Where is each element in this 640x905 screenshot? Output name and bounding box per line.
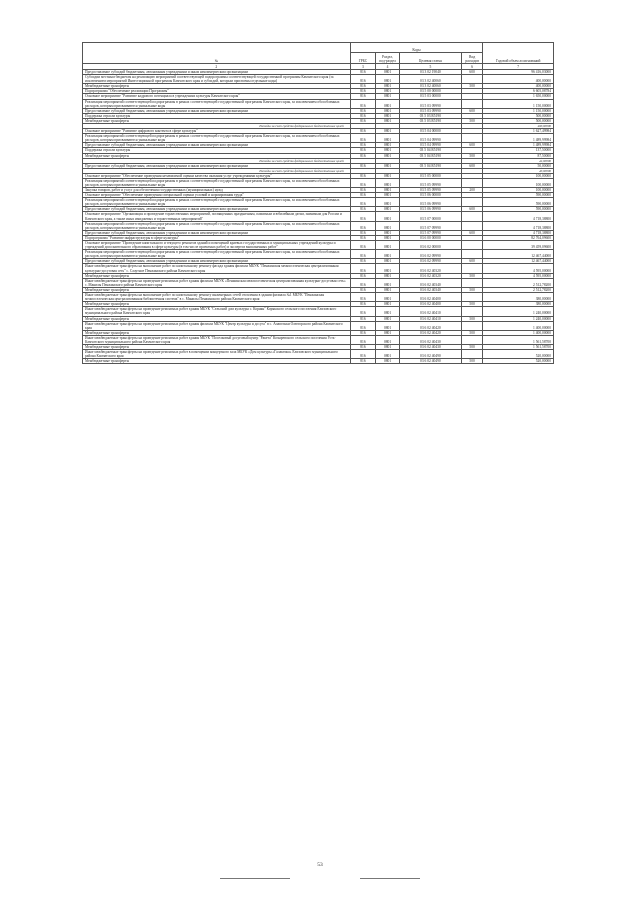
expense-type-code <box>461 198 482 207</box>
expense-type-code: 500 <box>461 84 482 89</box>
expense-type-code: 500 <box>461 359 482 364</box>
amount: 100,00000 <box>483 173 554 178</box>
section-code: 0801 <box>376 335 400 344</box>
header-annual-amount: Годовой объем ассигнований <box>483 43 554 64</box>
target-article-code: 03 5 06 09990 <box>399 198 461 207</box>
column-number: 2 <box>83 64 351 70</box>
grbs-code: 816 <box>350 173 376 178</box>
table-row <box>83 198 554 207</box>
target-article-code: 03 6 02 40340 <box>399 278 461 287</box>
grbs-code: 816 <box>350 212 376 221</box>
section-code: 0801 <box>376 212 400 221</box>
amount: 1 240,00000 <box>483 316 554 321</box>
grbs-code: 816 <box>350 143 376 148</box>
table-header <box>83 43 554 70</box>
amount: 39 459,09600 <box>483 241 554 250</box>
expense-type-code: 600 <box>461 108 482 113</box>
amount: 12 467,44000 <box>483 259 554 264</box>
header-expense-type: Вид расходов <box>461 53 482 64</box>
section-code: 0801 <box>376 148 400 153</box>
target-article-code: 03 6 02 40400 <box>399 302 461 307</box>
table-row <box>83 221 554 230</box>
table-row <box>83 134 554 143</box>
expense-type-code: 500 <box>461 302 482 307</box>
amount: 500,00000 <box>483 118 554 123</box>
expenditure-name: Иные межбюджетные трансферты на проведение ремонтных работ здания филиала МБУК «Пенжинская межпоселенческая централизованная культурно-досуговая сеть» с. Манилы Пенжинского района Камчатского края <box>83 278 351 287</box>
amount: 4 595,00000 <box>483 273 554 278</box>
section-code: 0801 <box>376 94 400 99</box>
amount: 4 718,38800 <box>483 221 554 230</box>
amount: 137,50000 <box>483 148 554 153</box>
section-code: 0801 <box>376 99 400 108</box>
expense-type-code: 500 <box>461 273 482 278</box>
section-code: 0801 <box>376 207 400 212</box>
expense-type-code <box>461 250 482 259</box>
amount: 1 400,00000 <box>483 321 554 330</box>
amount: 590,00000 <box>483 193 554 198</box>
grbs-code: 816 <box>350 241 376 250</box>
grbs-code: 816 <box>350 221 376 230</box>
section-code: 0801 <box>376 287 400 292</box>
amount: 87,50000 <box>483 153 554 158</box>
expense-type-code: 600 <box>461 230 482 235</box>
amount: 12 467,44000 <box>483 250 554 259</box>
expenditure-name: Межбюджетные трансферты <box>83 302 351 307</box>
expenditure-name: Реализация мероприятий соответствующей подпрограммы в рамках соответствующей государственной программы Камчатского края, за исключением обособленных расходов, которым присваиваются уникальные коды <box>83 134 351 143</box>
grbs-code: 816 <box>350 70 376 75</box>
section-code: 0801 <box>376 302 400 307</box>
expense-type-code: 500 <box>461 316 482 321</box>
expense-type-code <box>461 178 482 187</box>
amount: 1 240,00000 <box>483 307 554 316</box>
grbs-code: 816 <box>350 359 376 364</box>
table-row <box>83 335 554 344</box>
section-code: 0801 <box>376 350 400 359</box>
section-code: 0801 <box>376 118 400 123</box>
target-article-code: 03 6 02 40490 <box>399 359 461 364</box>
amount: 4 718,38800 <box>483 230 554 235</box>
grbs-code: 816 <box>350 264 376 273</box>
grbs-code: 816 <box>350 89 376 94</box>
table-row <box>83 75 554 84</box>
table-row <box>83 250 554 259</box>
table-row <box>83 307 554 316</box>
expenditure-name: Подпрограмма "Развитие инфраструктуры в сфере культуры" <box>83 235 351 240</box>
section-code: 0801 <box>376 113 400 118</box>
target-article-code: 03 6 02 40410 <box>399 316 461 321</box>
table-row <box>83 321 554 330</box>
expenditure-name: Предоставление субсидий бюджетным, автономным учреждениям и иным некоммерческим организациям <box>83 259 351 264</box>
column-number: 4 <box>376 64 400 70</box>
column-number: 5 <box>399 64 461 70</box>
amount: 500,00000 <box>483 113 554 118</box>
section-code: 0801 <box>376 278 400 287</box>
expense-type-code: 200 <box>461 187 482 192</box>
table-row <box>83 278 554 287</box>
grbs-code: 816 <box>350 287 376 292</box>
table-row <box>83 241 554 250</box>
expenditure-name: Реализация мероприятий соответствующей подпрограммы в рамках соответствующей государственной программы Камчатского края, за исключением обособленных расходов, которым присваиваются уникальные коды <box>83 250 351 259</box>
expense-type-code <box>461 321 482 330</box>
column-number: 7 <box>483 64 554 70</box>
section-code: 0801 <box>376 198 400 207</box>
expenditure-name: Межбюджетные трансферты <box>83 330 351 335</box>
expenditure-name: Предоставление субсидий бюджетным, автономным учреждениям и иным некоммерческим организациям <box>83 163 351 168</box>
grbs-code: 816 <box>350 302 376 307</box>
target-article-code: 03 5 04 00000 <box>399 129 461 134</box>
expenditure-name: Межбюджетные трансферты <box>83 273 351 278</box>
expense-type-code: 600 <box>461 207 482 212</box>
expenditure-name: Поддержка отрасли культуры <box>83 148 351 153</box>
amount: 82 764,09600 <box>483 235 554 240</box>
expenditure-name: Основное мероприятие "Развитие кадрового потенциала в учреждениях культуры Камчатского края" <box>83 94 351 99</box>
amount: 2 512,78200 <box>483 278 554 287</box>
expense-type-code: 500 <box>461 345 482 350</box>
target-article-code: 03 5 04 09990 <box>399 134 461 143</box>
expenditure-name: Субсидии местным бюджетам на реализацию мероприятий соответствующей подпрограммы соответствующей государственной программы Камчатского края (за исключением мероприятий Инвестиционной программы Камчатского края и субсидий, которым присвоены отдельные коды) <box>83 75 351 84</box>
amount: 1 150,00000 <box>483 99 554 108</box>
target-article-code: 03 5 03 00000 <box>399 94 461 99</box>
expense-type-code: 500 <box>461 153 482 158</box>
expenditure-name: Основное мероприятие "Обеспечение проведения специальной оценки условий и нормирования труда" <box>83 193 351 198</box>
target-article-code: 03 6 02 40320 <box>399 273 461 278</box>
expenditure-name: Предоставление субсидий бюджетным, автономным учреждениям и иным некоммерческим организациям <box>83 143 351 148</box>
target-article-code: 03 5 04 R5190 <box>399 153 461 158</box>
amount: 380,00000 <box>483 302 554 307</box>
expense-type-code <box>461 335 482 344</box>
amount: 590,00000 <box>483 198 554 207</box>
expenditure-name: Межбюджетные трансферты <box>83 118 351 123</box>
header-grbs: ГРБС <box>350 53 376 64</box>
amount: 520,00000 <box>483 350 554 359</box>
expenditure-name: Реализация мероприятий соответствующей подпрограммы в рамках соответствующей государственной программы Камчатского края, за исключением обособленных расходов, которым присваиваются уникальные коды <box>83 198 351 207</box>
target-article-code: 03 3 02 40060 <box>399 84 461 89</box>
section-code: 0801 <box>376 143 400 148</box>
grbs-code: 816 <box>350 235 376 240</box>
target-article-code: 03 6 02 40430 <box>399 345 461 350</box>
expense-type-code <box>461 221 482 230</box>
section-code: 0801 <box>376 153 400 158</box>
expenditure-name: Реализация мероприятий соответствующей подпрограммы в рамках соответствующей государственной программы Камчатского края, за исключением обособленных расходов, которым присваиваются уникальные коды <box>83 99 351 108</box>
grbs-code: 816 <box>350 293 376 302</box>
expense-type-code: 600 <box>461 70 482 75</box>
target-article-code: 03 5 04 09990 <box>399 143 461 148</box>
section-code: 0801 <box>376 264 400 273</box>
target-article-code: 03 5 06 00000 <box>399 193 461 198</box>
expense-type-code <box>461 212 482 221</box>
target-article-code: 03 6 00 00000 <box>399 235 461 240</box>
grbs-code: 816 <box>350 129 376 134</box>
target-article-code: 03 5 07 09990 <box>399 221 461 230</box>
target-article-code: 03 6 02 40420 <box>399 321 461 330</box>
grbs-code: 816 <box>350 350 376 359</box>
section-code: 0801 <box>376 230 400 235</box>
expenditure-name: Иные межбюджетные трансферты на проведение ремонтных работ в помещении концертного зала МБУК «Дом культуры «Галактика» Елизовского муниципального района Камчатского края <box>83 350 351 359</box>
table-body <box>83 70 554 364</box>
grbs-code: 816 <box>350 163 376 168</box>
expenditure-name: Межбюджетные трансферты <box>83 359 351 364</box>
expenditure-name: Иные межбюджетные трансферты на выполнение работ по капитальному ремонту инженерных сетей отопления в здании филиала №1 МБУК "Пенжинская межпоселенческая централизованная библиотечная система" в с. Манилы Пенжинского района Камчатского края <box>83 293 351 302</box>
target-article-code: 03 6 02 40430 <box>399 335 461 344</box>
expenditure-name: Межбюджетные трансферты <box>83 345 351 350</box>
amount: 100,00000 <box>483 178 554 187</box>
expenditure-name: Предоставление субсидий бюджетным, автономным учреждениям и иным некоммерческим организациям <box>83 70 351 75</box>
table-row <box>83 212 554 221</box>
expense-type-code <box>461 264 482 273</box>
table-row <box>83 264 554 273</box>
table-row <box>83 359 554 364</box>
section-code: 0801 <box>376 273 400 278</box>
expenditure-name: Подпрограмма "Обеспечение реализации Программы" <box>83 89 351 94</box>
target-article-code: 03 5 06 09990 <box>399 207 461 212</box>
section-code: 0801 <box>376 221 400 230</box>
grbs-code: 816 <box>350 345 376 350</box>
page-number: 53 <box>317 862 323 868</box>
expense-type-code <box>461 278 482 287</box>
section-code: 0801 <box>376 193 400 198</box>
column-number: 3 <box>350 64 376 70</box>
expense-type-code: 500 <box>461 330 482 335</box>
amount: 1 650,00000 <box>483 94 554 99</box>
amount: 400,00000 <box>483 75 554 84</box>
target-article-code: 03 5 07 00000 <box>399 212 461 221</box>
amount: 1 400,00000 <box>483 330 554 335</box>
grbs-code: 816 <box>350 75 376 84</box>
expenditure-name: Расходы за счет средств федерального бюджета/иных целей <box>83 124 351 129</box>
expenditure-name: Межбюджетные трансферты <box>83 287 351 292</box>
section-code: 0801 <box>376 75 400 84</box>
grbs-code: 816 <box>350 94 376 99</box>
column-number: 6 <box>461 64 482 70</box>
grbs-code: 816 <box>350 207 376 212</box>
section-code: 0801 <box>376 330 400 335</box>
amount: 1 150,00000 <box>483 108 554 113</box>
expense-type-code <box>461 99 482 108</box>
grbs-code: 816 <box>350 134 376 143</box>
grbs-code: 816 <box>350 178 376 187</box>
table-row <box>83 293 554 302</box>
expense-type-code <box>461 241 482 250</box>
section-code: 0801 <box>376 293 400 302</box>
amount: 4 595,00000 <box>483 264 554 273</box>
amount: 1 489,99984 <box>483 134 554 143</box>
amount: 100,00000 <box>483 187 554 192</box>
amount: 1 561,58700 <box>483 335 554 344</box>
expenditure-name: Расходы за счет средств федерального бюджета/иных целей <box>83 158 351 163</box>
section-code: 0801 <box>376 108 400 113</box>
expenditure-name: Основное мероприятие "Проведение капитального и текущего ремонтов зданий и помещений краевых государственных и муниципальных учреждений культуры и учреждений дополнительного образования в сфере культуры (в том числе проектных работ) и экспертиз выполненных работ" <box>83 241 351 250</box>
table-row <box>83 178 554 187</box>
target-article-code: 03 6 02 40490 <box>399 350 461 359</box>
section-code: 0801 <box>376 89 400 94</box>
expense-type-code: 600 <box>461 143 482 148</box>
target-article-code: 03 6 02 09990 <box>399 250 461 259</box>
header-target-article: Целевая статья <box>399 53 461 64</box>
expenditure-name: Иные межбюджетные трансферты на выполнение работ по капитальному ремонту фасада здания филиала МБУК "Пенжинская межпоселенческая централизованная культурно-досуговая сеть" с. Слаутное Пенжинского района Камчатского края <box>83 264 351 273</box>
amount: 96 416,03000 <box>483 70 554 75</box>
target-article-code: 03 5 05 00000 <box>399 173 461 178</box>
grbs-code: 816 <box>350 230 376 235</box>
footer-rule <box>360 878 420 879</box>
target-article-code: 03 5 03 09990 <box>399 99 461 108</box>
section-code: 0801 <box>376 84 400 89</box>
expenditure-name: Расходы за счет средств федерального бюджета/иных целей <box>83 168 351 173</box>
section-code: 0801 <box>376 316 400 321</box>
target-article-code: 03 5 04 R5190 <box>399 148 461 153</box>
target-article-code: 03 3 02 40060 <box>399 75 461 84</box>
grbs-code: 816 <box>350 259 376 264</box>
expense-type-code <box>461 75 482 84</box>
target-article-code: 03 5 07 09990 <box>399 230 461 235</box>
section-code: 0801 <box>376 241 400 250</box>
expenditure-name: Поддержка отрасли культуры <box>83 113 351 118</box>
target-article-code: 03 6 02 00000 <box>399 241 461 250</box>
section-code: 0801 <box>376 345 400 350</box>
expense-type-code <box>461 293 482 302</box>
grbs-code: 816 <box>350 99 376 108</box>
expenditure-name: Реализация мероприятий соответствующей подпрограммы в рамках соответствующей государственной программы Камчатского края, за исключением обособленных расходов, которым присваиваются уникальные коды <box>83 178 351 187</box>
target-article-code: 03 5 05 09990 <box>399 187 461 192</box>
target-article-code: 03 6 02 40410 <box>399 307 461 316</box>
target-article-code: 03 5 03 R5190 <box>399 113 461 118</box>
expense-type-code: 500 <box>461 287 482 292</box>
amount: 42,00000 <box>483 158 554 163</box>
header-section: Раздел, под-раздел <box>376 53 400 64</box>
grbs-code: 816 <box>350 198 376 207</box>
expenditure-name: Иные межбюджетные трансферты на проведение ремонтных работ здания МБУК "Поселковый досуговый центр "Ракета" Козыревского сельского поселения Усть-Камчатского муниципального района Камчатского края <box>83 335 351 344</box>
expense-type-code <box>461 350 482 359</box>
expenditure-name: Основное мероприятие "Развитие цифрового контента в сфере культуры" <box>83 129 351 134</box>
grbs-code: 816 <box>350 153 376 158</box>
expenditure-name: Иные межбюджетные трансферты на проведение ремонтных работ здания МБУК "Сельский дом культуры с. Корякн" Корякского сельского поселения Елизовского муниципального района Камчатского края <box>83 307 351 316</box>
header-codes: Коды <box>350 43 483 53</box>
expenditure-name: Предоставление субсидий бюджетным, автономным учреждениям и иным некоммерческим организациям <box>83 230 351 235</box>
section-code: 0801 <box>376 259 400 264</box>
grbs-code: 816 <box>350 108 376 113</box>
section-code: 0801 <box>376 163 400 168</box>
amount: 40,00000 <box>483 168 554 173</box>
amount: 1 627,49984 <box>483 129 554 134</box>
target-article-code: 03 5 00 00000 <box>399 89 461 94</box>
grbs-code: 816 <box>350 278 376 287</box>
target-article-code: 03 5 03 09990 <box>399 108 461 113</box>
expense-type-code: 600 <box>461 163 482 168</box>
section-code: 0801 <box>376 187 400 192</box>
grbs-code: 816 <box>350 316 376 321</box>
target-article-code: 03 5 04 R5190 <box>399 163 461 168</box>
grbs-code: 816 <box>350 335 376 344</box>
expenditure-name: Основное мероприятие "Организация и проведение торжественных мероприятий, посвященных праздничным, памятным и юбилейным датам, значимым для России и Камчатского края, а также иных имиджевых и торжественных мероприятий" <box>83 212 351 221</box>
grbs-code: 816 <box>350 193 376 198</box>
expense-type-code <box>461 307 482 316</box>
section-code: 0801 <box>376 359 400 364</box>
amount: 1 489,99984 <box>483 143 554 148</box>
target-article-code: 03 6 02 40320 <box>399 264 461 273</box>
grbs-code: 816 <box>350 148 376 153</box>
footer-rule <box>220 878 290 879</box>
section-code: 0801 <box>376 235 400 240</box>
amount: 1 561,58700 <box>483 345 554 350</box>
grbs-code: 816 <box>350 118 376 123</box>
table-row <box>83 99 554 108</box>
grbs-code: 816 <box>350 84 376 89</box>
amount: 6 605,08784 <box>483 89 554 94</box>
amount: 400,00000 <box>483 124 554 129</box>
expenditure-name: Закупка товаров, работ и услуг для обеспечения государственных (муниципальных) нужд <box>83 187 351 192</box>
expenditure-name: Основное мероприятие "Обеспечение проведения независимой оценки качества оказания услуг учреждениями культуры" <box>83 173 351 178</box>
grbs-code: 816 <box>350 307 376 316</box>
header-number: № <box>83 43 351 64</box>
amount: 2 512,78200 <box>483 287 554 292</box>
grbs-code: 816 <box>350 250 376 259</box>
expense-type-code: 600 <box>461 259 482 264</box>
expenditure-name: Межбюджетные трансферты <box>83 153 351 158</box>
section-code: 0801 <box>376 129 400 134</box>
target-article-code: 03 6 02 40340 <box>399 287 461 292</box>
expense-type-code: 500 <box>461 118 482 123</box>
expenditure-name: Реализация мероприятий соответствующей подпрограммы в рамках соответствующей государственной программы Камчатского края, за исключением обособленных расходов, которым присваиваются уникальные коды <box>83 221 351 230</box>
expenditure-name: Предоставление субсидий бюджетным, автономным учреждениям и иным некоммерческим организациям <box>83 108 351 113</box>
target-article-code: 03 5 03 R5190 <box>399 118 461 123</box>
amount: 400,00000 <box>483 84 554 89</box>
target-article-code: 03 6 02 40420 <box>399 330 461 335</box>
amount: 590,00000 <box>483 207 554 212</box>
section-code: 0801 <box>376 250 400 259</box>
amount: 50,00000 <box>483 163 554 168</box>
expenditure-name: Иные межбюджетные трансферты на проведение ремонтных работ здания филиала МБУК "Центр культуры и досуга" в с. Апапельки Олюторского района Камчатского края <box>83 321 351 330</box>
amount: 520,00000 <box>483 359 554 364</box>
grbs-code: 816 <box>350 113 376 118</box>
grbs-code: 816 <box>350 273 376 278</box>
expenditure-name: Межбюджетные трансферты <box>83 316 351 321</box>
section-code: 0801 <box>376 173 400 178</box>
target-article-code: 03 6 02 09990 <box>399 259 461 264</box>
section-code: 0801 <box>376 321 400 330</box>
expenditure-name: Межбюджетные трансферты <box>83 84 351 89</box>
budget-table <box>82 42 554 364</box>
table-row <box>83 350 554 359</box>
target-article-code: 03 3 02 19040 <box>399 70 461 75</box>
expenditure-name: Предоставление субсидий бюджетным, автономным учреждениям и иным некоммерческим организациям <box>83 207 351 212</box>
section-code: 0801 <box>376 70 400 75</box>
target-article-code: 03 5 05 09990 <box>399 178 461 187</box>
section-code: 0801 <box>376 134 400 143</box>
amount: 4 718,38800 <box>483 212 554 221</box>
amount: 380,00000 <box>483 293 554 302</box>
expense-type-code <box>461 134 482 143</box>
grbs-code: 816 <box>350 187 376 192</box>
grbs-code: 816 <box>350 330 376 335</box>
grbs-code: 816 <box>350 321 376 330</box>
target-article-code: 03 6 02 40400 <box>399 293 461 302</box>
section-code: 0801 <box>376 307 400 316</box>
section-code: 0801 <box>376 178 400 187</box>
